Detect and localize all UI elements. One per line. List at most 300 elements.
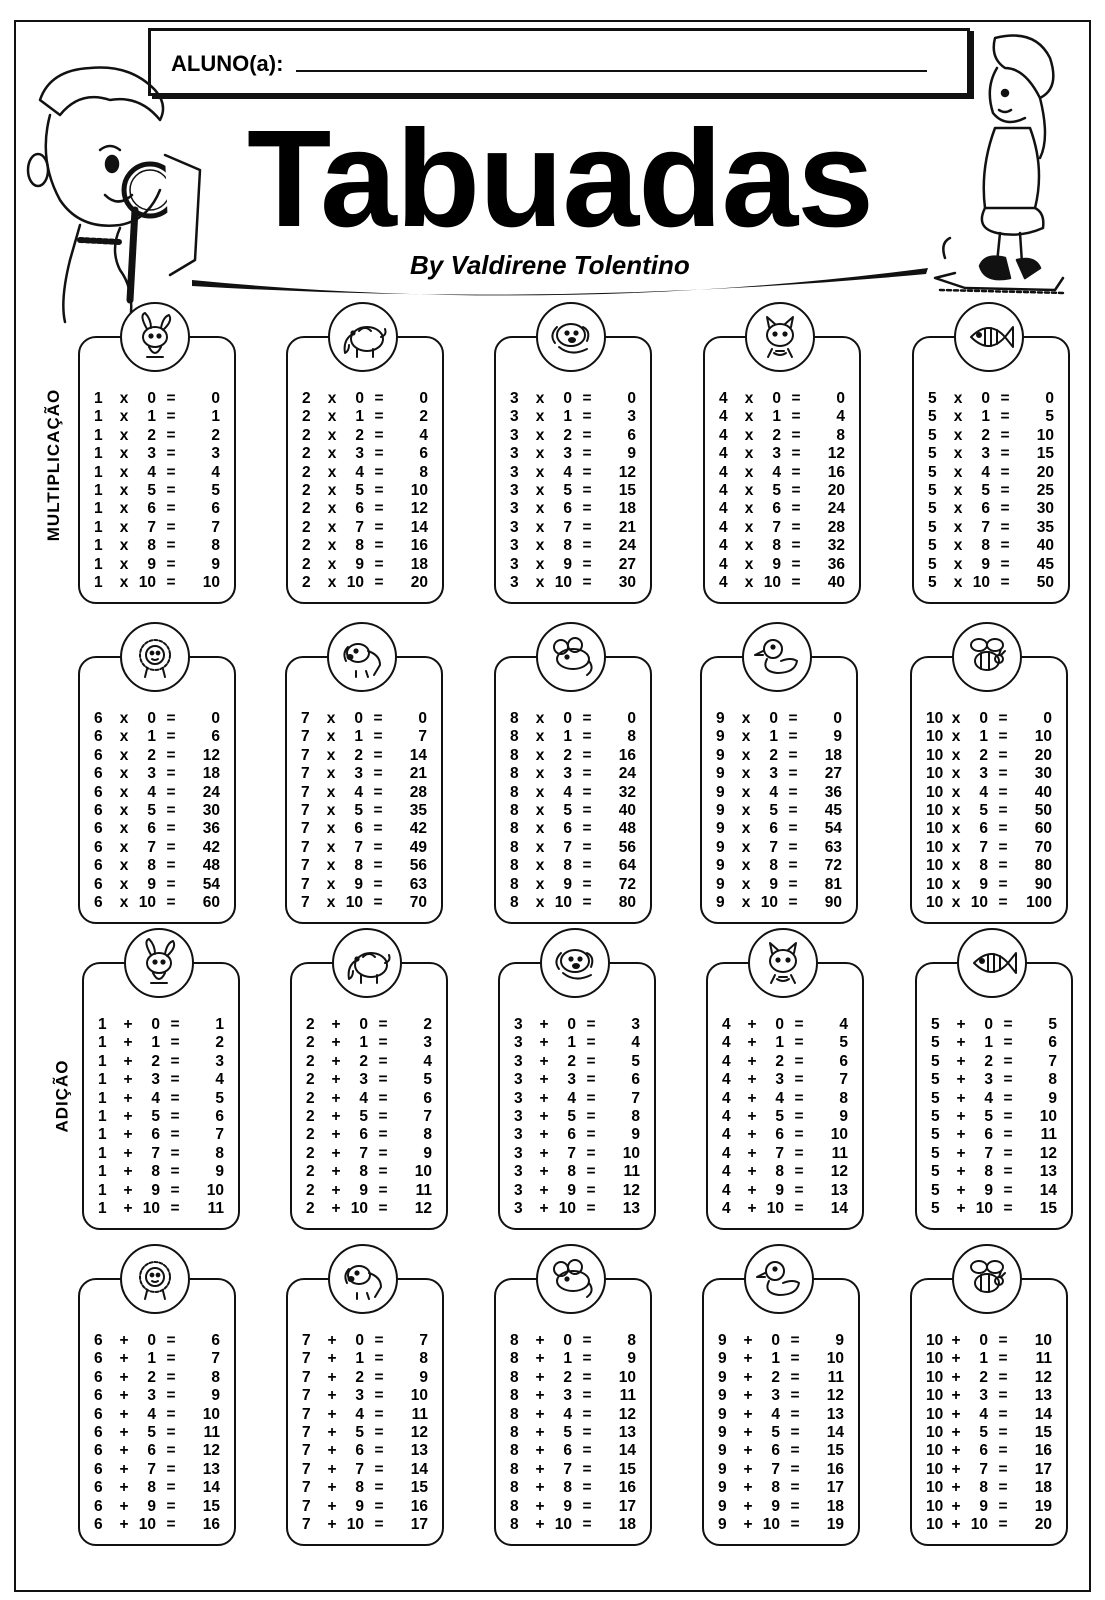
table-row (928, 464, 1054, 482)
table-row (719, 482, 845, 500)
operator: x (953, 500, 963, 518)
table-row (926, 784, 1052, 802)
factor-b: 7 (147, 1460, 156, 1478)
result: 14 (410, 1460, 428, 1478)
result: 50 (1036, 574, 1054, 592)
animal-medallion (332, 928, 402, 998)
factor-a: 8 (510, 746, 519, 764)
operator: x (744, 500, 754, 518)
table-row (514, 1090, 640, 1108)
factor-a: 9 (716, 838, 725, 856)
operator: + (743, 1387, 753, 1405)
equals-sign: = (998, 857, 1008, 875)
factor-b: 10 (138, 574, 156, 592)
result: 36 (202, 820, 220, 838)
factor-b: 6 (567, 1126, 576, 1144)
puppy-icon (336, 631, 388, 683)
factor-a: 1 (98, 1089, 107, 1107)
table-row (510, 876, 636, 894)
result: 4 (631, 1034, 640, 1052)
equals-sign: = (374, 1405, 384, 1423)
equals-sign: = (166, 426, 176, 444)
factor-b: 5 (772, 482, 781, 500)
operator: x (953, 555, 963, 573)
factor-b: 7 (355, 1460, 364, 1478)
operator: x (535, 482, 545, 500)
equals-sign: = (582, 894, 592, 912)
factor-b: 4 (772, 463, 781, 481)
factor-a: 10 (926, 783, 944, 801)
factor-b: 1 (567, 1034, 576, 1052)
table-rows (301, 710, 427, 912)
equals-sign: = (166, 783, 176, 801)
factor-a: 4 (722, 1181, 731, 1199)
equals-sign: = (374, 426, 384, 444)
operator: + (539, 1034, 549, 1052)
factor-b: 4 (769, 783, 778, 801)
operator: x (535, 894, 545, 912)
equals-sign: = (166, 710, 176, 727)
factor-b: 4 (354, 783, 363, 801)
factor-b: 4 (979, 783, 988, 801)
table-row (719, 537, 845, 555)
equals-sign: = (791, 390, 801, 407)
equals-sign: = (170, 1108, 180, 1126)
table-rows (306, 1016, 432, 1218)
operator: + (327, 1479, 337, 1497)
equals-sign: = (794, 1089, 804, 1107)
factor-b: 10 (554, 1516, 572, 1534)
result: 8 (419, 1350, 428, 1368)
equals-sign: = (998, 765, 1008, 783)
operator: x (119, 857, 129, 875)
factor-a: 4 (722, 1089, 731, 1107)
result: 16 (410, 537, 428, 555)
operator: + (123, 1052, 133, 1070)
mult_tables-table-card (912, 336, 1070, 604)
factor-b: 3 (147, 445, 156, 463)
result: 15 (410, 1479, 428, 1497)
factor-a: 10 (926, 728, 944, 746)
table-row (722, 1126, 848, 1144)
factor-a: 10 (926, 1442, 944, 1460)
mult_tables-table-card (78, 656, 236, 924)
factor-b: 5 (769, 802, 778, 820)
factor-a: 4 (719, 390, 728, 407)
factor-b: 5 (979, 802, 988, 820)
lion-icon (129, 1253, 181, 1305)
mult_tables-table-card (78, 336, 236, 604)
result: 8 (215, 1144, 224, 1162)
table-row (94, 1369, 220, 1387)
operator: + (747, 1181, 757, 1199)
factor-b: 6 (147, 500, 156, 518)
table-row (510, 1479, 636, 1497)
equals-sign: = (166, 1497, 176, 1515)
result: 18 (618, 500, 636, 518)
factor-b: 1 (147, 728, 156, 746)
operator: x (326, 746, 336, 764)
result: 45 (1036, 555, 1054, 573)
factor-b: 8 (147, 537, 156, 555)
result: 8 (836, 426, 845, 444)
result: 15 (1039, 1200, 1057, 1218)
factor-a: 7 (302, 1368, 311, 1386)
equals-sign: = (170, 1089, 180, 1107)
factor-b: 9 (775, 1181, 784, 1199)
result: 11 (827, 1368, 844, 1386)
factor-b: 5 (563, 1424, 572, 1442)
operator: + (331, 1108, 341, 1126)
operator: x (327, 445, 337, 463)
factor-a: 10 (926, 894, 944, 912)
equals-sign: = (586, 1089, 596, 1107)
result: 11 (203, 1424, 220, 1442)
table-row (510, 1332, 636, 1350)
factor-a: 5 (928, 574, 937, 592)
table-row (510, 1406, 636, 1424)
operator: + (123, 1016, 133, 1033)
operator: + (956, 1200, 966, 1218)
operator: + (331, 1144, 341, 1162)
animal-medallion (540, 928, 610, 998)
equals-sign: = (378, 1052, 388, 1070)
factor-b: 7 (979, 838, 988, 856)
duck-icon (751, 631, 803, 683)
factor-b: 4 (775, 1089, 784, 1107)
factor-b: 2 (979, 746, 988, 764)
factor-a: 8 (510, 1332, 519, 1349)
table-row (98, 1016, 224, 1034)
equals-sign: = (166, 1516, 176, 1534)
factor-b: 3 (979, 765, 988, 783)
factor-b: 0 (979, 1332, 988, 1349)
operator: + (331, 1089, 341, 1107)
operator: x (744, 537, 754, 555)
operator: + (956, 1163, 966, 1181)
result: 28 (827, 518, 845, 536)
table-row (510, 784, 636, 802)
table-rows (302, 390, 428, 592)
factor-b: 9 (563, 555, 572, 573)
result: 10 (622, 1144, 640, 1162)
result: 12 (410, 1424, 428, 1442)
factor-b: 6 (563, 1442, 572, 1460)
factor-b: 6 (979, 1442, 988, 1460)
animal-medallion (952, 1244, 1022, 1314)
factor-b: 4 (563, 1405, 572, 1423)
operator: + (747, 1108, 757, 1126)
equals-sign: = (374, 408, 384, 426)
operator: + (331, 1126, 341, 1144)
factor-a: 7 (301, 820, 310, 838)
equals-sign: = (794, 1034, 804, 1052)
factor-a: 2 (306, 1034, 315, 1052)
table-row (301, 710, 427, 728)
operator: x (119, 426, 129, 444)
animal-medallion (328, 302, 398, 372)
bee-icon (961, 1253, 1013, 1305)
equals-sign: = (582, 875, 592, 893)
table-row (931, 1090, 1057, 1108)
factor-a: 5 (928, 390, 937, 407)
result: 14 (410, 518, 428, 536)
factor-a: 5 (928, 537, 937, 555)
table-row (722, 1053, 848, 1071)
operator: + (747, 1126, 757, 1144)
table-row (722, 1034, 848, 1052)
factor-a: 2 (302, 463, 311, 481)
factor-b: 7 (563, 1460, 572, 1478)
factor-b: 6 (563, 820, 572, 838)
equals-sign: = (791, 537, 801, 555)
operator: + (747, 1052, 757, 1070)
bee-icon (961, 631, 1013, 683)
factor-b: 5 (147, 1424, 156, 1442)
operator: x (535, 408, 545, 426)
result: 10 (414, 1163, 432, 1181)
factor-a: 3 (514, 1016, 523, 1033)
equals-sign: = (582, 1497, 592, 1515)
factor-b: 8 (772, 537, 781, 555)
operator: + (331, 1181, 341, 1199)
equals-sign: = (378, 1181, 388, 1199)
table-row (302, 1369, 428, 1387)
equals-sign: = (788, 820, 798, 838)
equals-sign: = (1003, 1089, 1013, 1107)
table-row (931, 1163, 1057, 1181)
operator: + (747, 1016, 757, 1033)
result: 3 (423, 1034, 432, 1052)
factor-a: 8 (510, 1497, 519, 1515)
animal-medallion (120, 1244, 190, 1314)
factor-b: 5 (355, 482, 364, 500)
animal-medallion (124, 928, 194, 998)
factor-a: 4 (722, 1052, 731, 1070)
factor-b: 3 (355, 1387, 364, 1405)
equals-sign: = (582, 838, 592, 856)
result: 50 (1034, 802, 1052, 820)
operator: x (119, 463, 129, 481)
factor-a: 4 (719, 518, 728, 536)
factor-a: 2 (302, 574, 311, 592)
result: 9 (631, 1126, 640, 1144)
equals-sign: = (170, 1181, 180, 1199)
equals-sign: = (998, 783, 1008, 801)
factor-b: 4 (355, 463, 364, 481)
table-row (306, 1090, 432, 1108)
operator: + (123, 1034, 133, 1052)
table-row (94, 1406, 220, 1424)
operator: x (953, 574, 963, 592)
table-row (302, 574, 428, 592)
factor-a: 4 (719, 426, 728, 444)
factor-a: 1 (94, 574, 103, 592)
result: 72 (618, 875, 636, 893)
factor-b: 3 (563, 1387, 572, 1405)
operator: + (535, 1350, 545, 1368)
add_tables-table-card (286, 1278, 444, 1546)
operator: + (951, 1479, 961, 1497)
table-row (514, 1145, 640, 1163)
factor-b: 5 (771, 1424, 780, 1442)
factor-b: 9 (355, 1497, 364, 1515)
equals-sign: = (1000, 408, 1010, 426)
operator: x (327, 537, 337, 555)
table-row (514, 1034, 640, 1052)
result: 13 (622, 1200, 640, 1218)
lion-icon (129, 631, 181, 683)
factor-a: 8 (510, 894, 519, 912)
equals-sign: = (373, 783, 383, 801)
result: 13 (826, 1405, 844, 1423)
table-row (301, 765, 427, 783)
mult_tables-table-card (910, 656, 1068, 924)
factor-a: 2 (302, 408, 311, 426)
result: 24 (618, 765, 636, 783)
table-rows (510, 710, 636, 912)
factor-b: 10 (970, 894, 988, 912)
factor-b: 5 (984, 1108, 993, 1126)
operator: x (535, 500, 545, 518)
factor-b: 1 (772, 408, 781, 426)
operator: x (535, 537, 545, 555)
factor-b: 3 (769, 765, 778, 783)
operator: x (119, 746, 129, 764)
factor-b: 1 (354, 728, 363, 746)
operator: + (535, 1460, 545, 1478)
factor-a: 9 (718, 1405, 727, 1423)
factor-a: 1 (98, 1126, 107, 1144)
factor-b: 3 (151, 1071, 160, 1089)
operator: x (744, 482, 754, 500)
operator: x (326, 820, 336, 838)
result: 27 (824, 765, 842, 783)
factor-b: 2 (984, 1052, 993, 1070)
result: 14 (618, 1442, 636, 1460)
equals-sign: = (582, 574, 592, 592)
operator: + (119, 1442, 129, 1460)
equals-sign: = (582, 555, 592, 573)
result: 18 (618, 1516, 636, 1534)
factor-b: 7 (563, 838, 572, 856)
table-row (716, 784, 842, 802)
operator: x (119, 555, 129, 573)
factor-a: 3 (514, 1071, 523, 1089)
equals-sign: = (794, 1016, 804, 1033)
result: 7 (211, 518, 220, 536)
table-row (302, 1461, 428, 1479)
equals-sign: = (166, 574, 176, 592)
operator: + (747, 1034, 757, 1052)
factor-a: 7 (302, 1424, 311, 1442)
result: 54 (824, 820, 842, 838)
equals-sign: = (998, 1497, 1008, 1515)
equals-sign: = (998, 746, 1008, 764)
factor-a: 5 (931, 1181, 940, 1199)
factor-a: 3 (514, 1126, 523, 1144)
factor-a: 9 (716, 765, 725, 783)
factor-b: 2 (771, 1368, 780, 1386)
operator: x (327, 555, 337, 573)
student-name-line[interactable] (296, 70, 927, 72)
table-row (301, 728, 427, 746)
factor-a: 7 (302, 1332, 311, 1349)
factor-a: 6 (94, 765, 103, 783)
table-row (510, 1369, 636, 1387)
factor-a: 3 (514, 1181, 523, 1199)
table-row (716, 876, 842, 894)
factor-a: 10 (926, 838, 944, 856)
result: 14 (1034, 1405, 1052, 1423)
factor-b: 4 (981, 463, 990, 481)
equals-sign: = (790, 1497, 800, 1515)
operator: x (953, 518, 963, 536)
factor-b: 1 (355, 408, 364, 426)
factor-a: 5 (928, 518, 937, 536)
result: 13 (830, 1181, 848, 1199)
result: 36 (824, 783, 842, 801)
table-row (302, 500, 428, 518)
factor-b: 10 (975, 1200, 993, 1218)
operator: + (956, 1016, 966, 1033)
result: 9 (423, 1144, 432, 1162)
factor-a: 4 (722, 1016, 731, 1033)
factor-b: 8 (563, 1479, 572, 1497)
equals-sign: = (166, 1368, 176, 1386)
operator: x (741, 838, 751, 856)
operator: x (951, 875, 961, 893)
factor-a: 2 (306, 1071, 315, 1089)
equals-sign: = (170, 1144, 180, 1162)
equals-sign: = (998, 1332, 1008, 1349)
mult_tables-table-card (494, 336, 652, 604)
add_tables-table-card (82, 962, 240, 1230)
equals-sign: = (794, 1163, 804, 1181)
table-rows (98, 1016, 224, 1218)
factor-a: 1 (94, 500, 103, 518)
factor-b: 10 (346, 574, 364, 592)
factor-a: 5 (931, 1200, 940, 1218)
table-row (94, 427, 220, 445)
factor-a: 8 (510, 1424, 519, 1442)
factor-a: 5 (931, 1052, 940, 1070)
factor-a: 10 (926, 1387, 944, 1405)
equals-sign: = (788, 875, 798, 893)
factor-b: 5 (147, 482, 156, 500)
equals-sign: = (170, 1163, 180, 1181)
result: 4 (215, 1071, 224, 1089)
table-row (94, 839, 220, 857)
animal-medallion (745, 302, 815, 372)
equals-sign: = (790, 1516, 800, 1534)
equals-sign: = (586, 1016, 596, 1033)
operator: x (741, 783, 751, 801)
table-row (931, 1034, 1057, 1052)
operator: + (331, 1200, 341, 1218)
equals-sign: = (378, 1034, 388, 1052)
factor-a: 10 (926, 875, 944, 893)
table-row (94, 1387, 220, 1405)
operator: x (326, 802, 336, 820)
result: 11 (623, 1163, 640, 1181)
factor-a: 1 (94, 390, 103, 407)
table-row (98, 1182, 224, 1200)
factor-a: 5 (931, 1089, 940, 1107)
factor-a: 6 (94, 1368, 103, 1386)
equals-sign: = (374, 555, 384, 573)
factor-a: 8 (510, 1442, 519, 1460)
